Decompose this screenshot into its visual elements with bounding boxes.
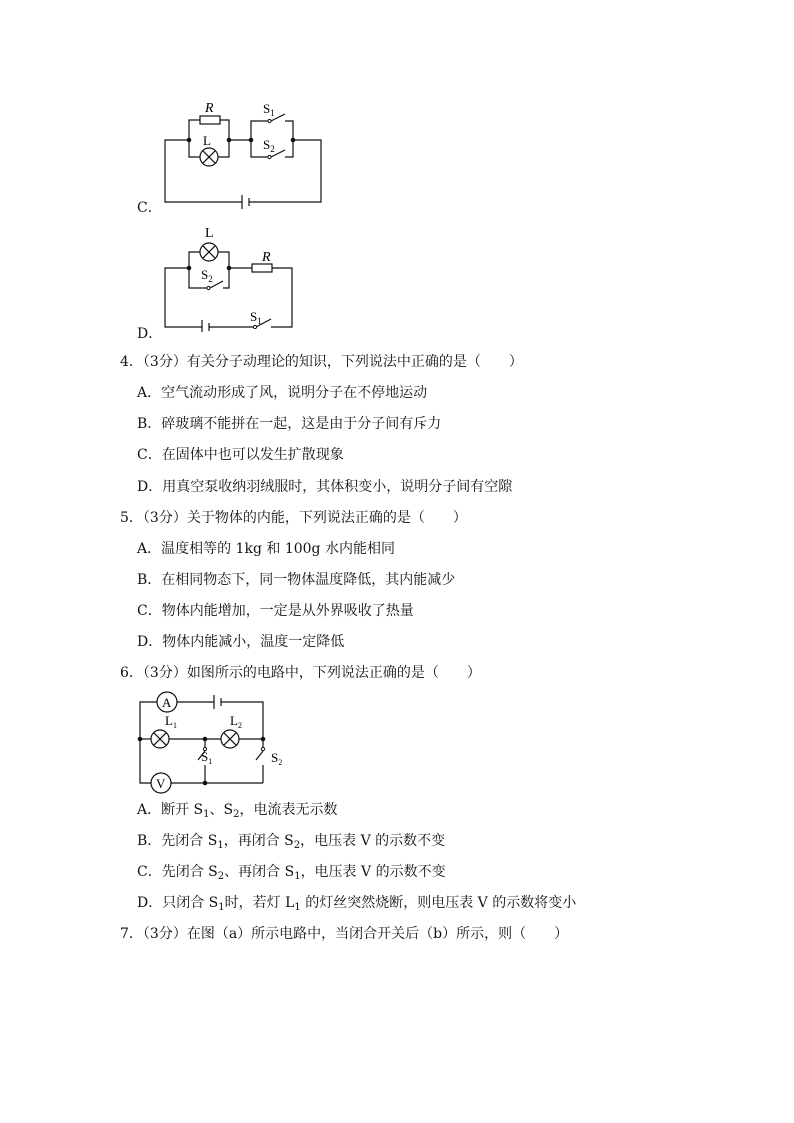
- question-4-option-a: A．空气流动形成了风，说明分子在不停地运动: [137, 385, 428, 401]
- question-5-option-c: C．物体内能增加，一定是从外界吸收了热量: [137, 603, 414, 619]
- label-l1: $L_1$: [165, 713, 177, 730]
- label-s2: $S_2$: [201, 267, 213, 284]
- ammeter-label: A: [162, 695, 172, 710]
- label-s1: $S_1$: [263, 101, 275, 118]
- label-r: R: [262, 250, 271, 265]
- question-4-stem: 4．（3分）有关分子动理论的知识，下列说法中正确的是（ ）: [120, 354, 523, 370]
- question-4-option-d: D．用真空泵收纳羽绒服时，其体积变小，说明分子间有空隙: [137, 479, 513, 495]
- option-c-letter: C．: [137, 200, 162, 216]
- label-s1: $S_1$: [201, 749, 213, 766]
- circuit-diagram-c: [155, 95, 335, 217]
- label-s1: $S_1$: [250, 309, 262, 326]
- label-l: L: [203, 133, 211, 148]
- option-d-letter: D．: [137, 326, 163, 342]
- label-s2: $S_2$: [271, 750, 283, 767]
- circuit-diagram-d: [155, 222, 300, 332]
- question-6-stem: 6．（3分）如图所示的电路中，下列说法正确的是（ ）: [120, 665, 481, 681]
- question-5-option-b: B．在相同物态下，同一物体温度降低，其内能减少: [137, 572, 456, 588]
- label-s2: $S_2$: [263, 137, 275, 154]
- label-l: L: [205, 226, 214, 241]
- question-6-option-d: D．只闭合 $S_1$时，若灯 $L_1$ 的灯丝突然烧断，则电压表 V 的示数将变小: [137, 895, 577, 913]
- question-6-option-a: A．断开 $S_1$、$S_2$，电流表无示数: [137, 802, 338, 820]
- voltmeter-label: V: [156, 776, 166, 791]
- question-6-option-b: B．先闭合 $S_1$，再闭合 $S_2$，电压表 V 的示数不变: [137, 833, 446, 851]
- label-r: R: [205, 101, 214, 116]
- question-5-option-a: A．温度相等的 1kg 和 100g 水内能相同: [137, 541, 395, 557]
- circuit-diagram-q6: [130, 685, 295, 795]
- question-5-stem: 5．（3分）关于物体的内能，下列说法正确的是（ ）: [120, 510, 467, 526]
- question-6-option-c: C．先闭合 $S_2$、再闭合 $S_1$，电压表 V 的示数不变: [137, 864, 446, 882]
- question-7-stem: 7．（3分）在图（a）所示电路中，当闭合开关后（b）所示，则（ ）: [120, 926, 569, 942]
- question-4-option-c: C．在固体中也可以发生扩散现象: [137, 447, 344, 463]
- question-5-option-d: D．物体内能减小，温度一定降低: [137, 634, 345, 650]
- label-l2: $L_2$: [230, 713, 242, 730]
- question-4-option-b: B．碎玻璃不能拼在一起，这是由于分子间有斥力: [137, 416, 442, 432]
